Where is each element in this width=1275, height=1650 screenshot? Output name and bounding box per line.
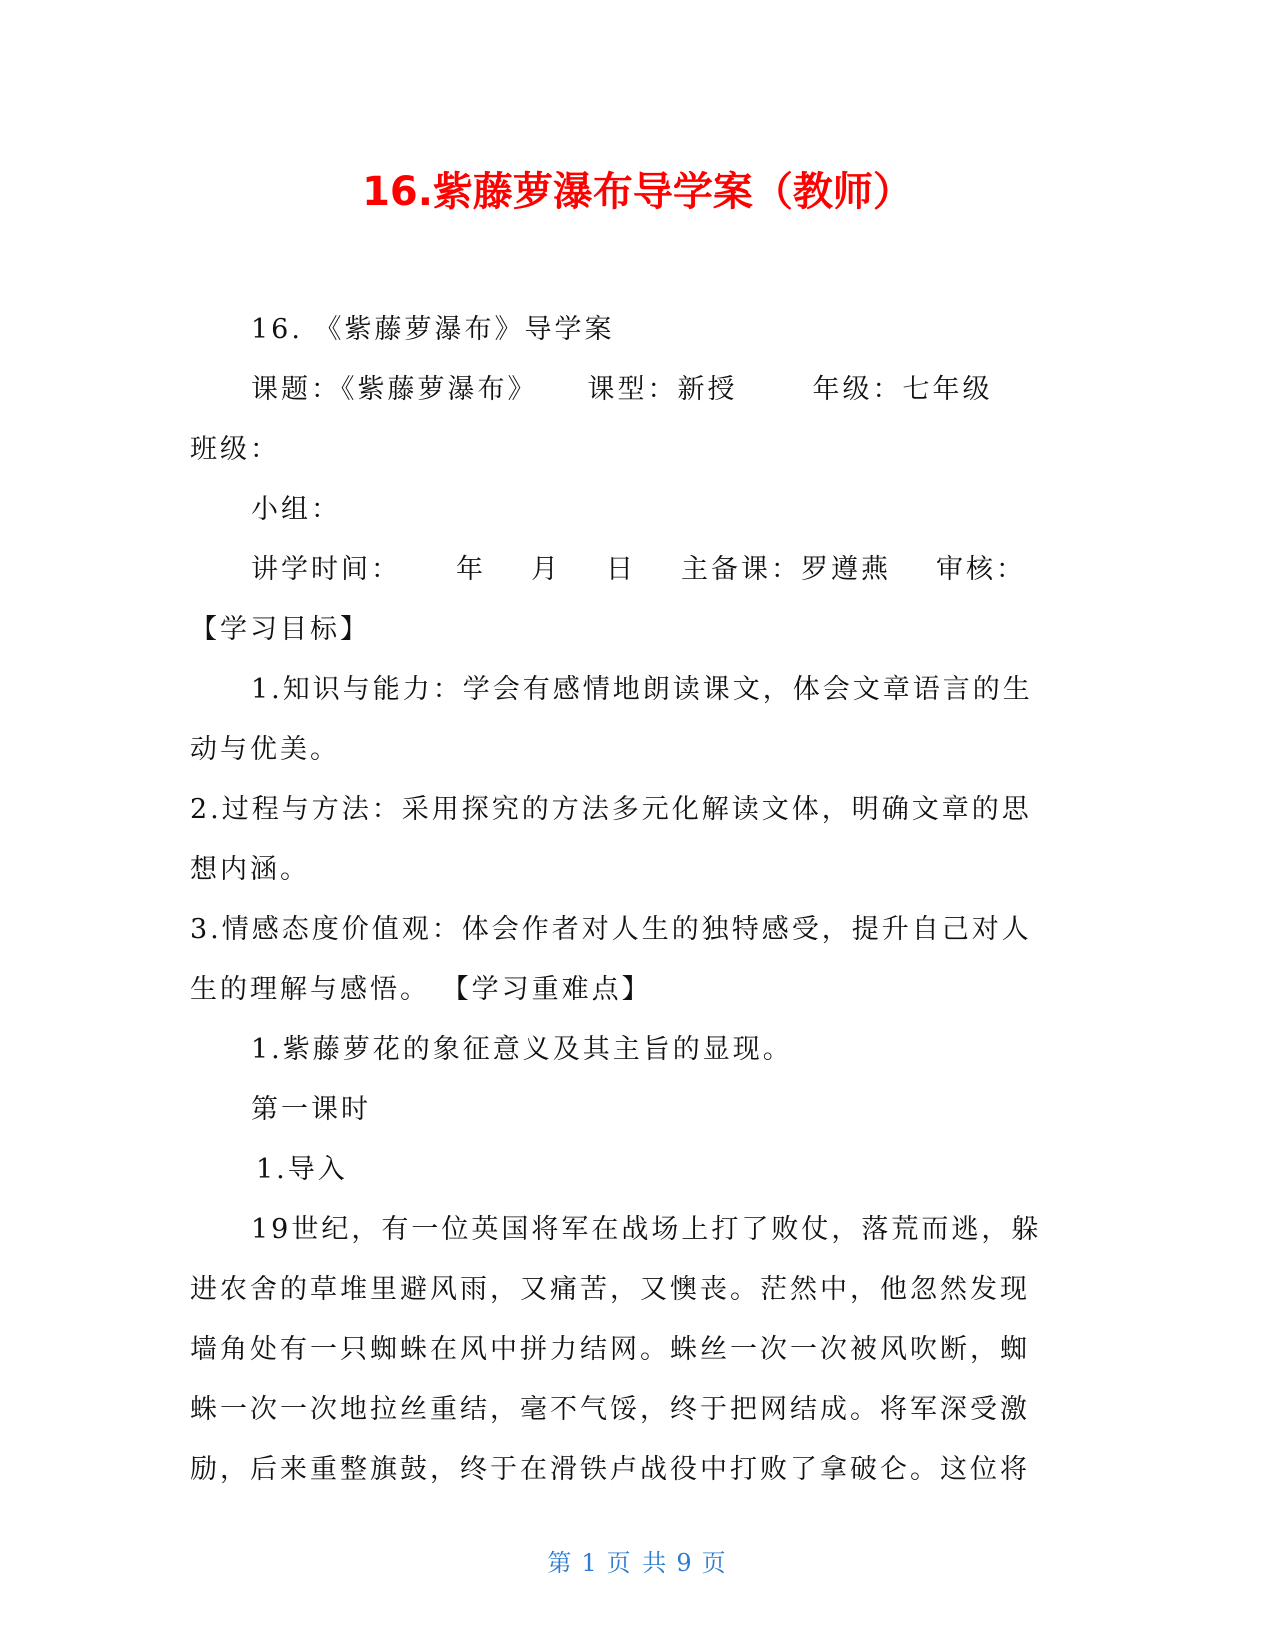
schedule-line — [190, 540, 1070, 600]
objectives-heading: 【学习目标】 — [190, 614, 370, 645]
footer-prefix: 第 — [547, 1549, 574, 1577]
objective-1-line1: 1.知识与能力：学会有感情地朗读课文，体会文章语言的生 — [251, 674, 1033, 705]
keypoint-1: 1.紫藤萝花的象征意义及其主旨的显现。 — [251, 1034, 793, 1065]
footer-current-page: 1 — [581, 1549, 599, 1577]
footer-suffix: 页 — [701, 1549, 728, 1577]
paragraph-line-2: 进农舍的草堆里避风雨，又痛苦，又懊丧。茫然中，他忽然发现 — [190, 1274, 1030, 1305]
year-label: 年 — [456, 554, 486, 585]
time-label: 讲学时间： — [251, 554, 401, 585]
topic-field: 课题：《紫藤萝瀑布》 — [251, 374, 538, 405]
day-label: 日 — [606, 554, 636, 585]
paragraph-line-1: 19世纪，有一位英国将军在战场上打了败仗，落荒而逃，躲 — [251, 1214, 1042, 1245]
grade-field: 年级：七年级 — [812, 374, 993, 405]
objective-3-line2: 生的理解与感悟。 【学习重难点】 — [190, 974, 652, 1005]
group-field: 小组： — [251, 494, 341, 525]
footer-total-pages: 9 — [676, 1549, 694, 1577]
lesson-heading: 第一课时 — [251, 1094, 371, 1125]
document-body — [190, 300, 1070, 1500]
objective-1-line2: 动与优美。 — [190, 734, 340, 765]
doc-heading-line: 16. 《紫藤萝瀑布》导学案 — [251, 314, 615, 345]
course-info-line — [190, 360, 1070, 420]
footer-mid: 页 共 — [606, 1549, 669, 1577]
document-title: 16.紫藤萝瀑布导学案（教师） — [362, 169, 913, 215]
objective-3-line1: 3.情感态度价值观：体会作者对人生的独特感受，提升自己对人 — [190, 914, 1032, 945]
paragraph-line-4: 蛛一次一次地拉丝重结，毫不气馁，终于把网结成。将军深受激 — [190, 1394, 1030, 1425]
objective-2-line1: 2.过程与方法：采用探究的方法多元化解读文体，明确文章的思 — [190, 794, 1032, 825]
page-footer — [0, 1543, 1275, 1578]
month-label: 月 — [531, 554, 561, 585]
preparer-field: 主备课：罗遵燕 — [681, 554, 891, 585]
reviewer-field: 审核： — [936, 554, 1026, 585]
lesson-type-field: 课型：新授 — [587, 374, 738, 405]
intro-heading: 1.导入 — [256, 1154, 348, 1185]
paragraph-line-3: 墙角处有一只蜘蛛在风中拼力结网。蛛丝一次一次被风吹断，蜘 — [190, 1334, 1030, 1365]
class-field: 班级： — [190, 434, 280, 465]
paragraph-line-5: 励，后来重整旗鼓，终于在滑铁卢战役中打败了拿破仑。这位将 — [190, 1454, 1030, 1485]
objective-2-line2: 想内涵。 — [190, 854, 310, 885]
